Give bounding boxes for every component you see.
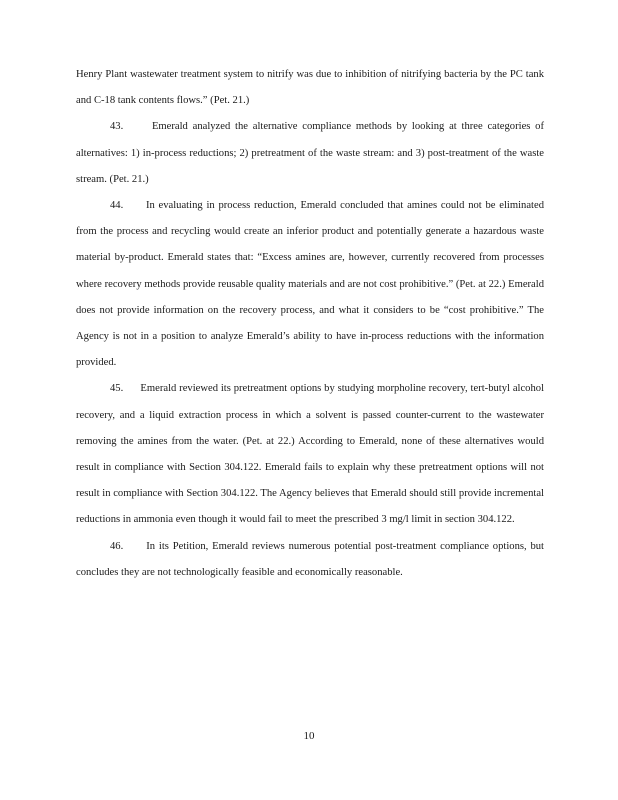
paragraph-text: In its Petition, Emerald reviews numerous potential post-treatment compliance options, but concludes they are not technologically feasible and economically reasonable. [76,540,545,578]
paragraph-text: Emerald reviewed its pretreatment options by studying morpholine recovery, tert-butyl alcohol recovery, and a liquid extraction process in which a solvent is passed counter-current to the wastewater removing the amines from the water. (Pet. at 22.) According to Emerald, none of these alternatives would result in compliance with Section 304.122. Emerald fails to explain why these pretreatment options will not result in compliance with Section 304.122. The Agency believes that Emerald should still provide incremental reductions in ammonia even though it would fail to meet the prescribed 3 mg/l limit in section 304.122. [76,383,545,526]
paragraph-text: Emerald analyzed the alternative compliance methods by looking at three categories of alternatives: 1) in-process reductions; 2) pretreatment of the waste stream: and 3) post-treatment of the waste stream. (Pet. 21.) [76,121,545,185]
document-body [76,62,544,586]
paragraph-44 [76,193,544,376]
paragraph-text: In evaluating in process reduction, Emerald concluded that amines could not be eliminated from the process and recycling would create an inferior product and potentially generate a hazardous waste material by-product. Emerald states that: “Excess amines are, however, currently recovered from processes where recovery methods provide reusable quality materials and are not cost prohibitive.” (Pet. at 22.) Emerald does not provide information on the recovery process, and what it considers to be “cost prohibitive.” The Agency is not in a position to analyze Emerald’s ability to have in-process reductions with the information provided. [76,200,544,369]
continuation-paragraph: Henry Plant wastewater treatment system to nitrify was due to inhibition of nitrifying bacteria by the PC tank and C-18 tank contents flows.” (Pet. 21.) [76,69,544,107]
paragraph-45 [76,376,544,533]
paragraph-43 [76,114,544,193]
paragraph-number: 43. [110,121,124,133]
paragraph-number: 45. [110,383,124,395]
paragraph-number: 44. [110,200,124,212]
paragraph-number: 46. [110,540,124,552]
page-number: 10 [303,730,315,742]
paragraph-46 [76,534,544,586]
